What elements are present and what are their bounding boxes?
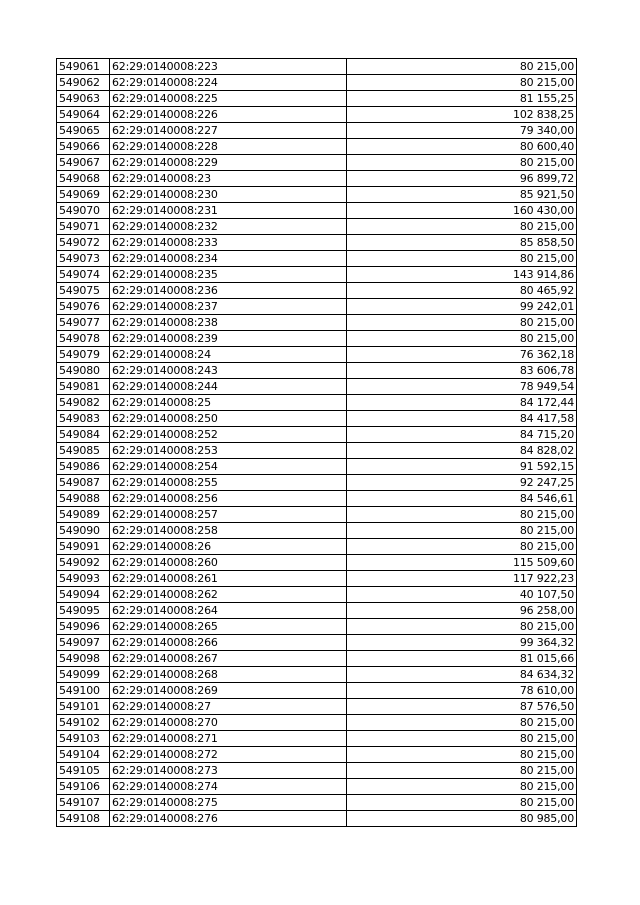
row-id-cell: 549071 <box>57 219 110 235</box>
cadastral-value-cell: 160 430,00 <box>347 203 577 219</box>
row-id-cell: 549078 <box>57 331 110 347</box>
cadastral-value-cell: 92 247,25 <box>347 475 577 491</box>
row-id-cell: 549103 <box>57 731 110 747</box>
cadastral-value-cell: 79 340,00 <box>347 123 577 139</box>
cadastral-value-cell: 80 215,00 <box>347 779 577 795</box>
cadastral-value-cell: 84 546,61 <box>347 491 577 507</box>
row-id-cell: 549105 <box>57 763 110 779</box>
row-id-cell: 549077 <box>57 315 110 331</box>
cadastral-number-cell: 62:29:0140008:227 <box>110 123 347 139</box>
row-id-cell: 549096 <box>57 619 110 635</box>
cadastral-value-cell: 81 015,66 <box>347 651 577 667</box>
table-row <box>57 267 577 283</box>
table-row <box>57 235 577 251</box>
cadastral-number-cell: 62:29:0140008:272 <box>110 747 347 763</box>
table-row <box>57 171 577 187</box>
row-id-cell: 549087 <box>57 475 110 491</box>
cadastral-value-cell: 76 362,18 <box>347 347 577 363</box>
cadastral-number-cell: 62:29:0140008:232 <box>110 219 347 235</box>
row-id-cell: 549069 <box>57 187 110 203</box>
cadastral-number-cell: 62:29:0140008:224 <box>110 75 347 91</box>
cadastral-value-cell: 80 215,00 <box>347 251 577 267</box>
row-id-cell: 549068 <box>57 171 110 187</box>
cadastral-value-cell: 80 215,00 <box>347 523 577 539</box>
cadastral-value-cell: 87 576,50 <box>347 699 577 715</box>
row-id-cell: 549100 <box>57 683 110 699</box>
cadastral-value-cell: 80 215,00 <box>347 539 577 555</box>
cadastral-number-cell: 62:29:0140008:25 <box>110 395 347 411</box>
cadastral-value-cell: 84 417,58 <box>347 411 577 427</box>
cadastral-value-cell: 117 922,23 <box>347 571 577 587</box>
row-id-cell: 549081 <box>57 379 110 395</box>
cadastral-value-cell: 80 985,00 <box>347 811 577 827</box>
cadastral-number-cell: 62:29:0140008:236 <box>110 283 347 299</box>
row-id-cell: 549097 <box>57 635 110 651</box>
table-row <box>57 555 577 571</box>
cadastral-value-cell: 84 634,32 <box>347 667 577 683</box>
cadastral-value-cell: 80 215,00 <box>347 731 577 747</box>
row-id-cell: 549065 <box>57 123 110 139</box>
table-body <box>57 59 577 827</box>
cadastral-number-cell: 62:29:0140008:271 <box>110 731 347 747</box>
cadastral-value-cell: 85 858,50 <box>347 235 577 251</box>
cadastral-number-cell: 62:29:0140008:230 <box>110 187 347 203</box>
cadastral-number-cell: 62:29:0140008:268 <box>110 667 347 683</box>
table-row <box>57 603 577 619</box>
row-id-cell: 549083 <box>57 411 110 427</box>
cadastral-number-cell: 62:29:0140008:273 <box>110 763 347 779</box>
row-id-cell: 549102 <box>57 715 110 731</box>
table-row <box>57 251 577 267</box>
row-id-cell: 549106 <box>57 779 110 795</box>
cadastral-number-cell: 62:29:0140008:24 <box>110 347 347 363</box>
row-id-cell: 549070 <box>57 203 110 219</box>
table-row <box>57 347 577 363</box>
cadastral-number-cell: 62:29:0140008:234 <box>110 251 347 267</box>
cadastral-value-cell: 84 172,44 <box>347 395 577 411</box>
cadastral-number-cell: 62:29:0140008:250 <box>110 411 347 427</box>
cadastral-number-cell: 62:29:0140008:223 <box>110 59 347 75</box>
cadastral-value-cell: 102 838,25 <box>347 107 577 123</box>
cadastral-number-cell: 62:29:0140008:243 <box>110 363 347 379</box>
table-row <box>57 187 577 203</box>
row-id-cell: 549089 <box>57 507 110 523</box>
cadastral-value-cell: 99 242,01 <box>347 299 577 315</box>
cadastral-value-cell: 80 215,00 <box>347 763 577 779</box>
cadastral-number-cell: 62:29:0140008:237 <box>110 299 347 315</box>
cadastral-number-cell: 62:29:0140008:226 <box>110 107 347 123</box>
cadastral-number-cell: 62:29:0140008:276 <box>110 811 347 827</box>
row-id-cell: 549104 <box>57 747 110 763</box>
cadastral-number-cell: 62:29:0140008:225 <box>110 91 347 107</box>
cadastral-number-cell: 62:29:0140008:244 <box>110 379 347 395</box>
table-row <box>57 427 577 443</box>
row-id-cell: 549084 <box>57 427 110 443</box>
table-row <box>57 763 577 779</box>
row-id-cell: 549090 <box>57 523 110 539</box>
table-row <box>57 139 577 155</box>
table-row <box>57 459 577 475</box>
cadastral-number-cell: 62:29:0140008:274 <box>110 779 347 795</box>
row-id-cell: 549080 <box>57 363 110 379</box>
row-id-cell: 549076 <box>57 299 110 315</box>
table-row <box>57 795 577 811</box>
table-row <box>57 379 577 395</box>
table-row <box>57 779 577 795</box>
cadastral-number-cell: 62:29:0140008:257 <box>110 507 347 523</box>
cadastral-number-cell: 62:29:0140008:233 <box>110 235 347 251</box>
cadastral-number-cell: 62:29:0140008:254 <box>110 459 347 475</box>
cadastral-value-cell: 40 107,50 <box>347 587 577 603</box>
table-row <box>57 283 577 299</box>
table-row <box>57 331 577 347</box>
cadastral-value-cell: 80 215,00 <box>347 795 577 811</box>
cadastral-value-cell: 78 949,54 <box>347 379 577 395</box>
cadastral-value-cell: 85 921,50 <box>347 187 577 203</box>
table-row <box>57 651 577 667</box>
row-id-cell: 549067 <box>57 155 110 171</box>
cadastral-value-cell: 80 215,00 <box>347 75 577 91</box>
table-row <box>57 475 577 491</box>
cadastral-number-cell: 62:29:0140008:261 <box>110 571 347 587</box>
table-row <box>57 411 577 427</box>
cadastral-number-cell: 62:29:0140008:267 <box>110 651 347 667</box>
table-row <box>57 523 577 539</box>
row-id-cell: 549074 <box>57 267 110 283</box>
table-row <box>57 123 577 139</box>
cadastral-number-cell: 62:29:0140008:270 <box>110 715 347 731</box>
table-row <box>57 731 577 747</box>
row-id-cell: 549064 <box>57 107 110 123</box>
cadastral-number-cell: 62:29:0140008:235 <box>110 267 347 283</box>
cadastral-value-cell: 80 465,92 <box>347 283 577 299</box>
table-row <box>57 491 577 507</box>
table-row <box>57 107 577 123</box>
cadastral-value-cell: 81 155,25 <box>347 91 577 107</box>
cadastral-value-cell: 84 828,02 <box>347 443 577 459</box>
cadastral-value-cell: 80 215,00 <box>347 59 577 75</box>
row-id-cell: 549094 <box>57 587 110 603</box>
table-row <box>57 571 577 587</box>
row-id-cell: 549061 <box>57 59 110 75</box>
cadastral-value-cell: 91 592,15 <box>347 459 577 475</box>
row-id-cell: 549072 <box>57 235 110 251</box>
cadastral-number-cell: 62:29:0140008:23 <box>110 171 347 187</box>
cadastral-number-cell: 62:29:0140008:231 <box>110 203 347 219</box>
table-row <box>57 75 577 91</box>
row-id-cell: 549082 <box>57 395 110 411</box>
row-id-cell: 549107 <box>57 795 110 811</box>
row-id-cell: 549085 <box>57 443 110 459</box>
cadastral-value-cell: 83 606,78 <box>347 363 577 379</box>
cadastral-value-cell: 80 215,00 <box>347 715 577 731</box>
table-row <box>57 667 577 683</box>
table-row <box>57 395 577 411</box>
row-id-cell: 549108 <box>57 811 110 827</box>
row-id-cell: 549088 <box>57 491 110 507</box>
table-row <box>57 747 577 763</box>
cadastral-value-cell: 80 215,00 <box>347 315 577 331</box>
row-id-cell: 549086 <box>57 459 110 475</box>
cadastral-number-cell: 62:29:0140008:269 <box>110 683 347 699</box>
row-id-cell: 549063 <box>57 91 110 107</box>
table-row <box>57 539 577 555</box>
cadastral-number-cell: 62:29:0140008:253 <box>110 443 347 459</box>
cadastral-value-cell: 143 914,86 <box>347 267 577 283</box>
table-row <box>57 699 577 715</box>
cadastral-value-cell: 96 258,00 <box>347 603 577 619</box>
cadastral-value-cell: 115 509,60 <box>347 555 577 571</box>
cadastral-value-cell: 80 215,00 <box>347 155 577 171</box>
table-row <box>57 219 577 235</box>
cadastral-number-cell: 62:29:0140008:239 <box>110 331 347 347</box>
cadastral-number-cell: 62:29:0140008:229 <box>110 155 347 171</box>
table-row <box>57 363 577 379</box>
cadastral-value-cell: 80 215,00 <box>347 747 577 763</box>
row-id-cell: 549098 <box>57 651 110 667</box>
table-row <box>57 203 577 219</box>
cadastral-value-cell: 80 215,00 <box>347 619 577 635</box>
table-row <box>57 811 577 827</box>
table-row <box>57 315 577 331</box>
row-id-cell: 549091 <box>57 539 110 555</box>
cadastral-value-cell: 80 215,00 <box>347 331 577 347</box>
cadastral-number-cell: 62:29:0140008:252 <box>110 427 347 443</box>
cadastral-number-cell: 62:29:0140008:264 <box>110 603 347 619</box>
table-row <box>57 155 577 171</box>
table-row <box>57 715 577 731</box>
table-row <box>57 443 577 459</box>
cadastral-number-cell: 62:29:0140008:275 <box>110 795 347 811</box>
table-row <box>57 587 577 603</box>
row-id-cell: 549066 <box>57 139 110 155</box>
cadastral-value-cell: 80 215,00 <box>347 507 577 523</box>
cadastral-number-cell: 62:29:0140008:262 <box>110 587 347 603</box>
cadastral-value-cell: 78 610,00 <box>347 683 577 699</box>
row-id-cell: 549075 <box>57 283 110 299</box>
row-id-cell: 549101 <box>57 699 110 715</box>
cadastral-number-cell: 62:29:0140008:265 <box>110 619 347 635</box>
cadastral-number-cell: 62:29:0140008:26 <box>110 539 347 555</box>
row-id-cell: 549062 <box>57 75 110 91</box>
cadastral-number-cell: 62:29:0140008:27 <box>110 699 347 715</box>
cadastral-value-cell: 84 715,20 <box>347 427 577 443</box>
table-row <box>57 683 577 699</box>
row-id-cell: 549095 <box>57 603 110 619</box>
row-id-cell: 549099 <box>57 667 110 683</box>
row-id-cell: 549073 <box>57 251 110 267</box>
row-id-cell: 549092 <box>57 555 110 571</box>
cadastral-value-cell: 96 899,72 <box>347 171 577 187</box>
cadastral-number-cell: 62:29:0140008:228 <box>110 139 347 155</box>
cadastral-number-cell: 62:29:0140008:258 <box>110 523 347 539</box>
table-row <box>57 299 577 315</box>
table-row <box>57 59 577 75</box>
table-row <box>57 507 577 523</box>
cadastral-number-cell: 62:29:0140008:266 <box>110 635 347 651</box>
cadastral-value-cell: 99 364,32 <box>347 635 577 651</box>
table-row <box>57 91 577 107</box>
row-id-cell: 549093 <box>57 571 110 587</box>
cadastral-number-cell: 62:29:0140008:260 <box>110 555 347 571</box>
cadastral-value-cell: 80 215,00 <box>347 219 577 235</box>
cadastral-number-cell: 62:29:0140008:238 <box>110 315 347 331</box>
cadastral-number-cell: 62:29:0140008:255 <box>110 475 347 491</box>
row-id-cell: 549079 <box>57 347 110 363</box>
cadastral-value-table <box>56 58 577 827</box>
table-row <box>57 635 577 651</box>
table-row <box>57 619 577 635</box>
cadastral-value-cell: 80 600,40 <box>347 139 577 155</box>
cadastral-number-cell: 62:29:0140008:256 <box>110 491 347 507</box>
